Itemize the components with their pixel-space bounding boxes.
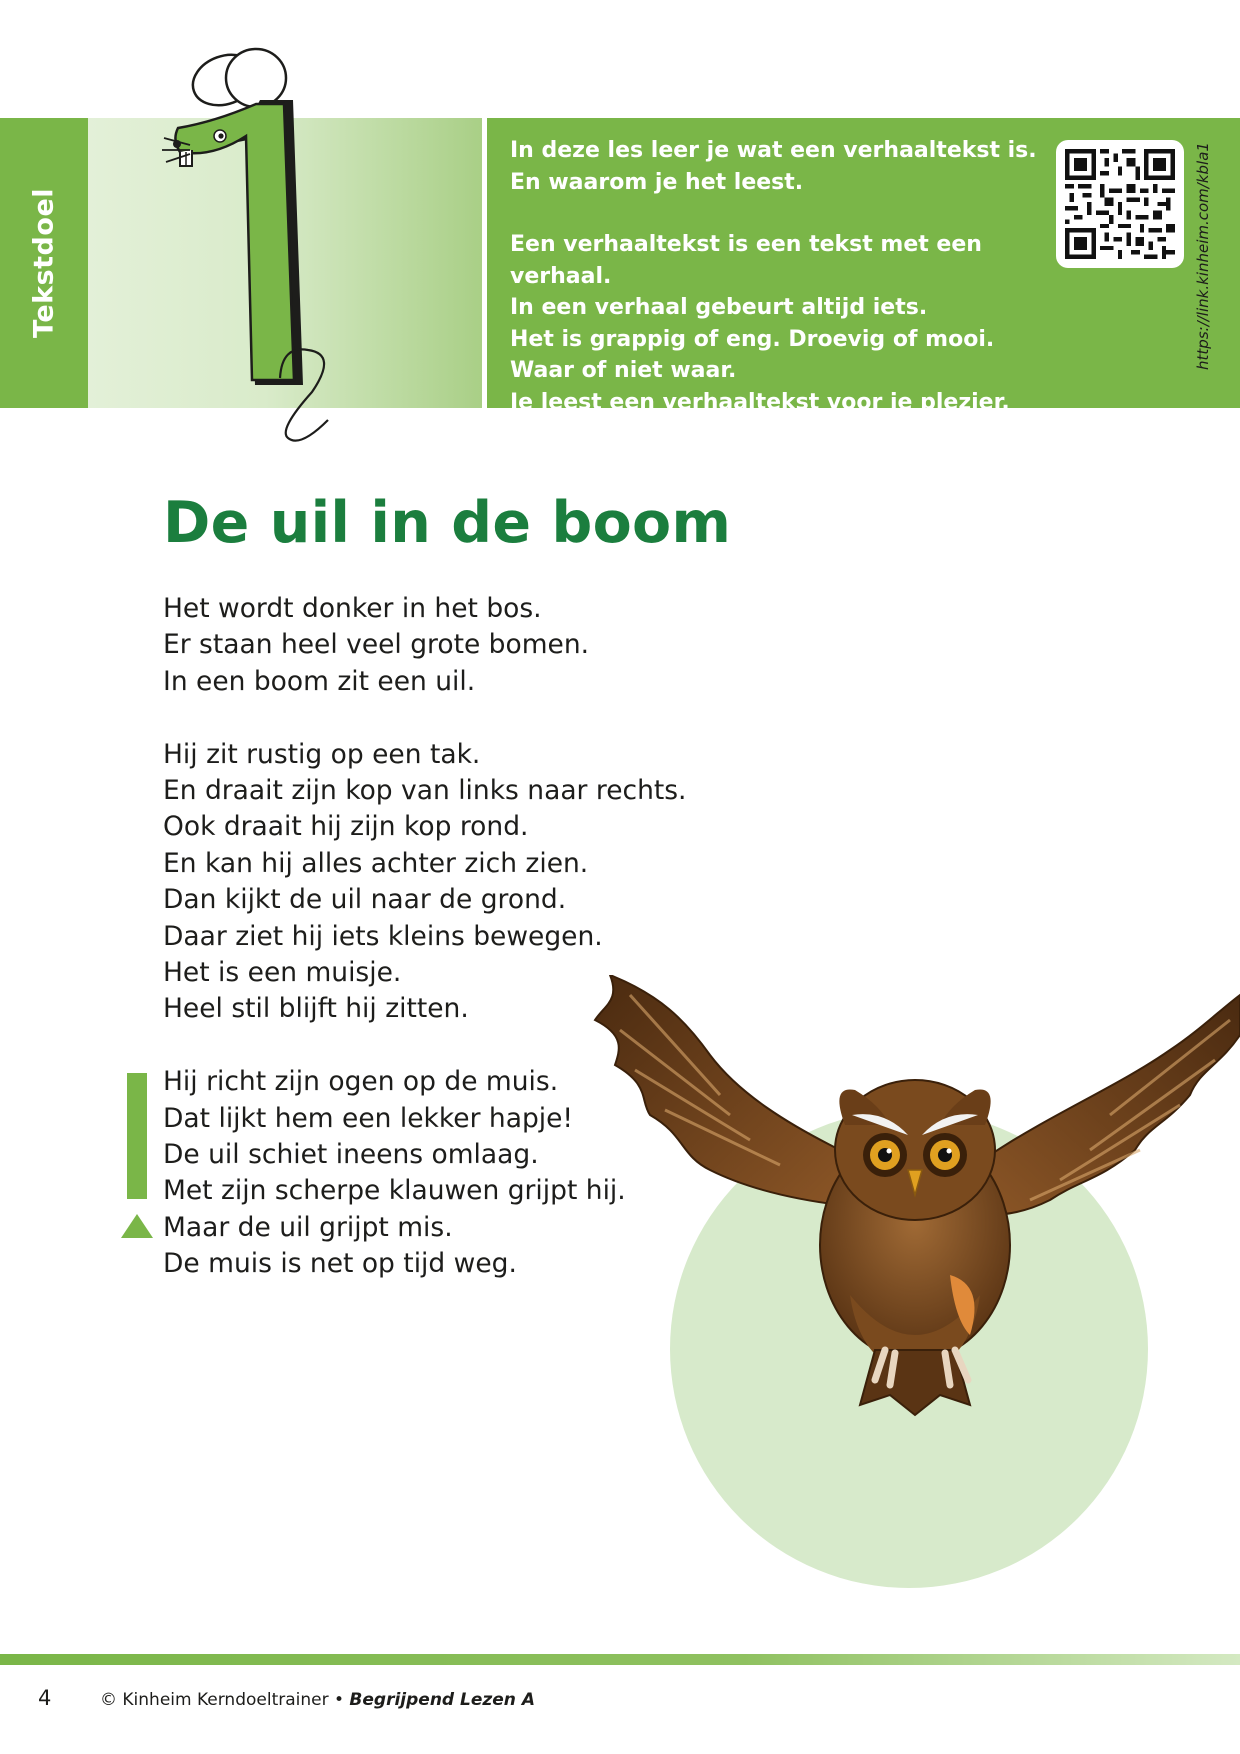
story-line: Hij zit rustig op een tak. [163,738,481,770]
intro-line: In deze les leer je wat een verhaaltekst is. [510,138,1037,163]
story-line: Hij richt zijn ogen op de muis. [163,1066,559,1098]
info-text [510,135,1070,418]
body-line: Het is grappig of eng. Droevig of mooi. [510,326,995,352]
body-line: Waar of niet waar. [510,358,737,383]
story-line: Heel stil blijft hij zitten. [163,993,469,1025]
story-line: Het wordt donker in het bos. [163,593,542,624]
intro-line: En waarom je het leest. [510,169,804,195]
info-panel [487,118,1240,415]
story-line: Maar de uil grijpt mis. [163,1211,453,1243]
publisher: © Kinheim Kerndoeltrainer • [100,1690,350,1710]
qr-code[interactable] [1056,140,1184,268]
story-line: Het is een muisje. [163,957,402,989]
book-title: Begrijpend Lezen A [349,1690,535,1710]
story-line: En kan hij alles achter zich zien. [163,847,589,879]
footer-divider [0,1654,1240,1665]
body-line: Je leest een verhaaltekst voor je plezier. [510,389,1010,415]
margin-marker-bar [127,1073,147,1199]
side-tab-label: Tekstdoel [28,187,60,339]
story-line: Dat lijkt hem een lekker hapje! [163,1102,574,1134]
story-line: Er staan heel veel grote bomen. [163,629,590,661]
story-line: Met zijn scherpe klauwen grijpt hij. [163,1175,626,1207]
qr-code-icon [1065,149,1175,259]
flying-owl-icon [590,975,1240,1445]
body-line: In een verhaal gebeurt altijd iets. [510,295,928,320]
story-line: Dan kijkt de uil naar de grond. [163,884,567,916]
body-line: Een verhaaltekst is een tekst met een verhaal. [510,232,982,289]
footer-credit [100,1690,535,1710]
story-line: De muis is net op tijd weg. [163,1248,517,1280]
lesson-url[interactable]: https://link.kinheim.com/kbla1 [1194,142,1212,370]
story-line: In een boom zit een uil. [163,665,476,697]
side-tab [0,118,88,408]
story-title: De uil in de boom [163,490,732,556]
triangle-marker-icon [121,1214,153,1238]
story-line: Ook draait hij zijn kop rond. [163,811,529,843]
stanza [163,591,723,700]
story-line: Daar ziet hij iets kleins bewegen. [163,920,603,952]
story-line: En draait zijn kop van links naar rechts. [163,775,687,807]
mouse-number-one-icon [160,40,380,450]
page-number: 4 [38,1686,52,1710]
story-line: De uil schiet ineens omlaag. [163,1139,539,1171]
